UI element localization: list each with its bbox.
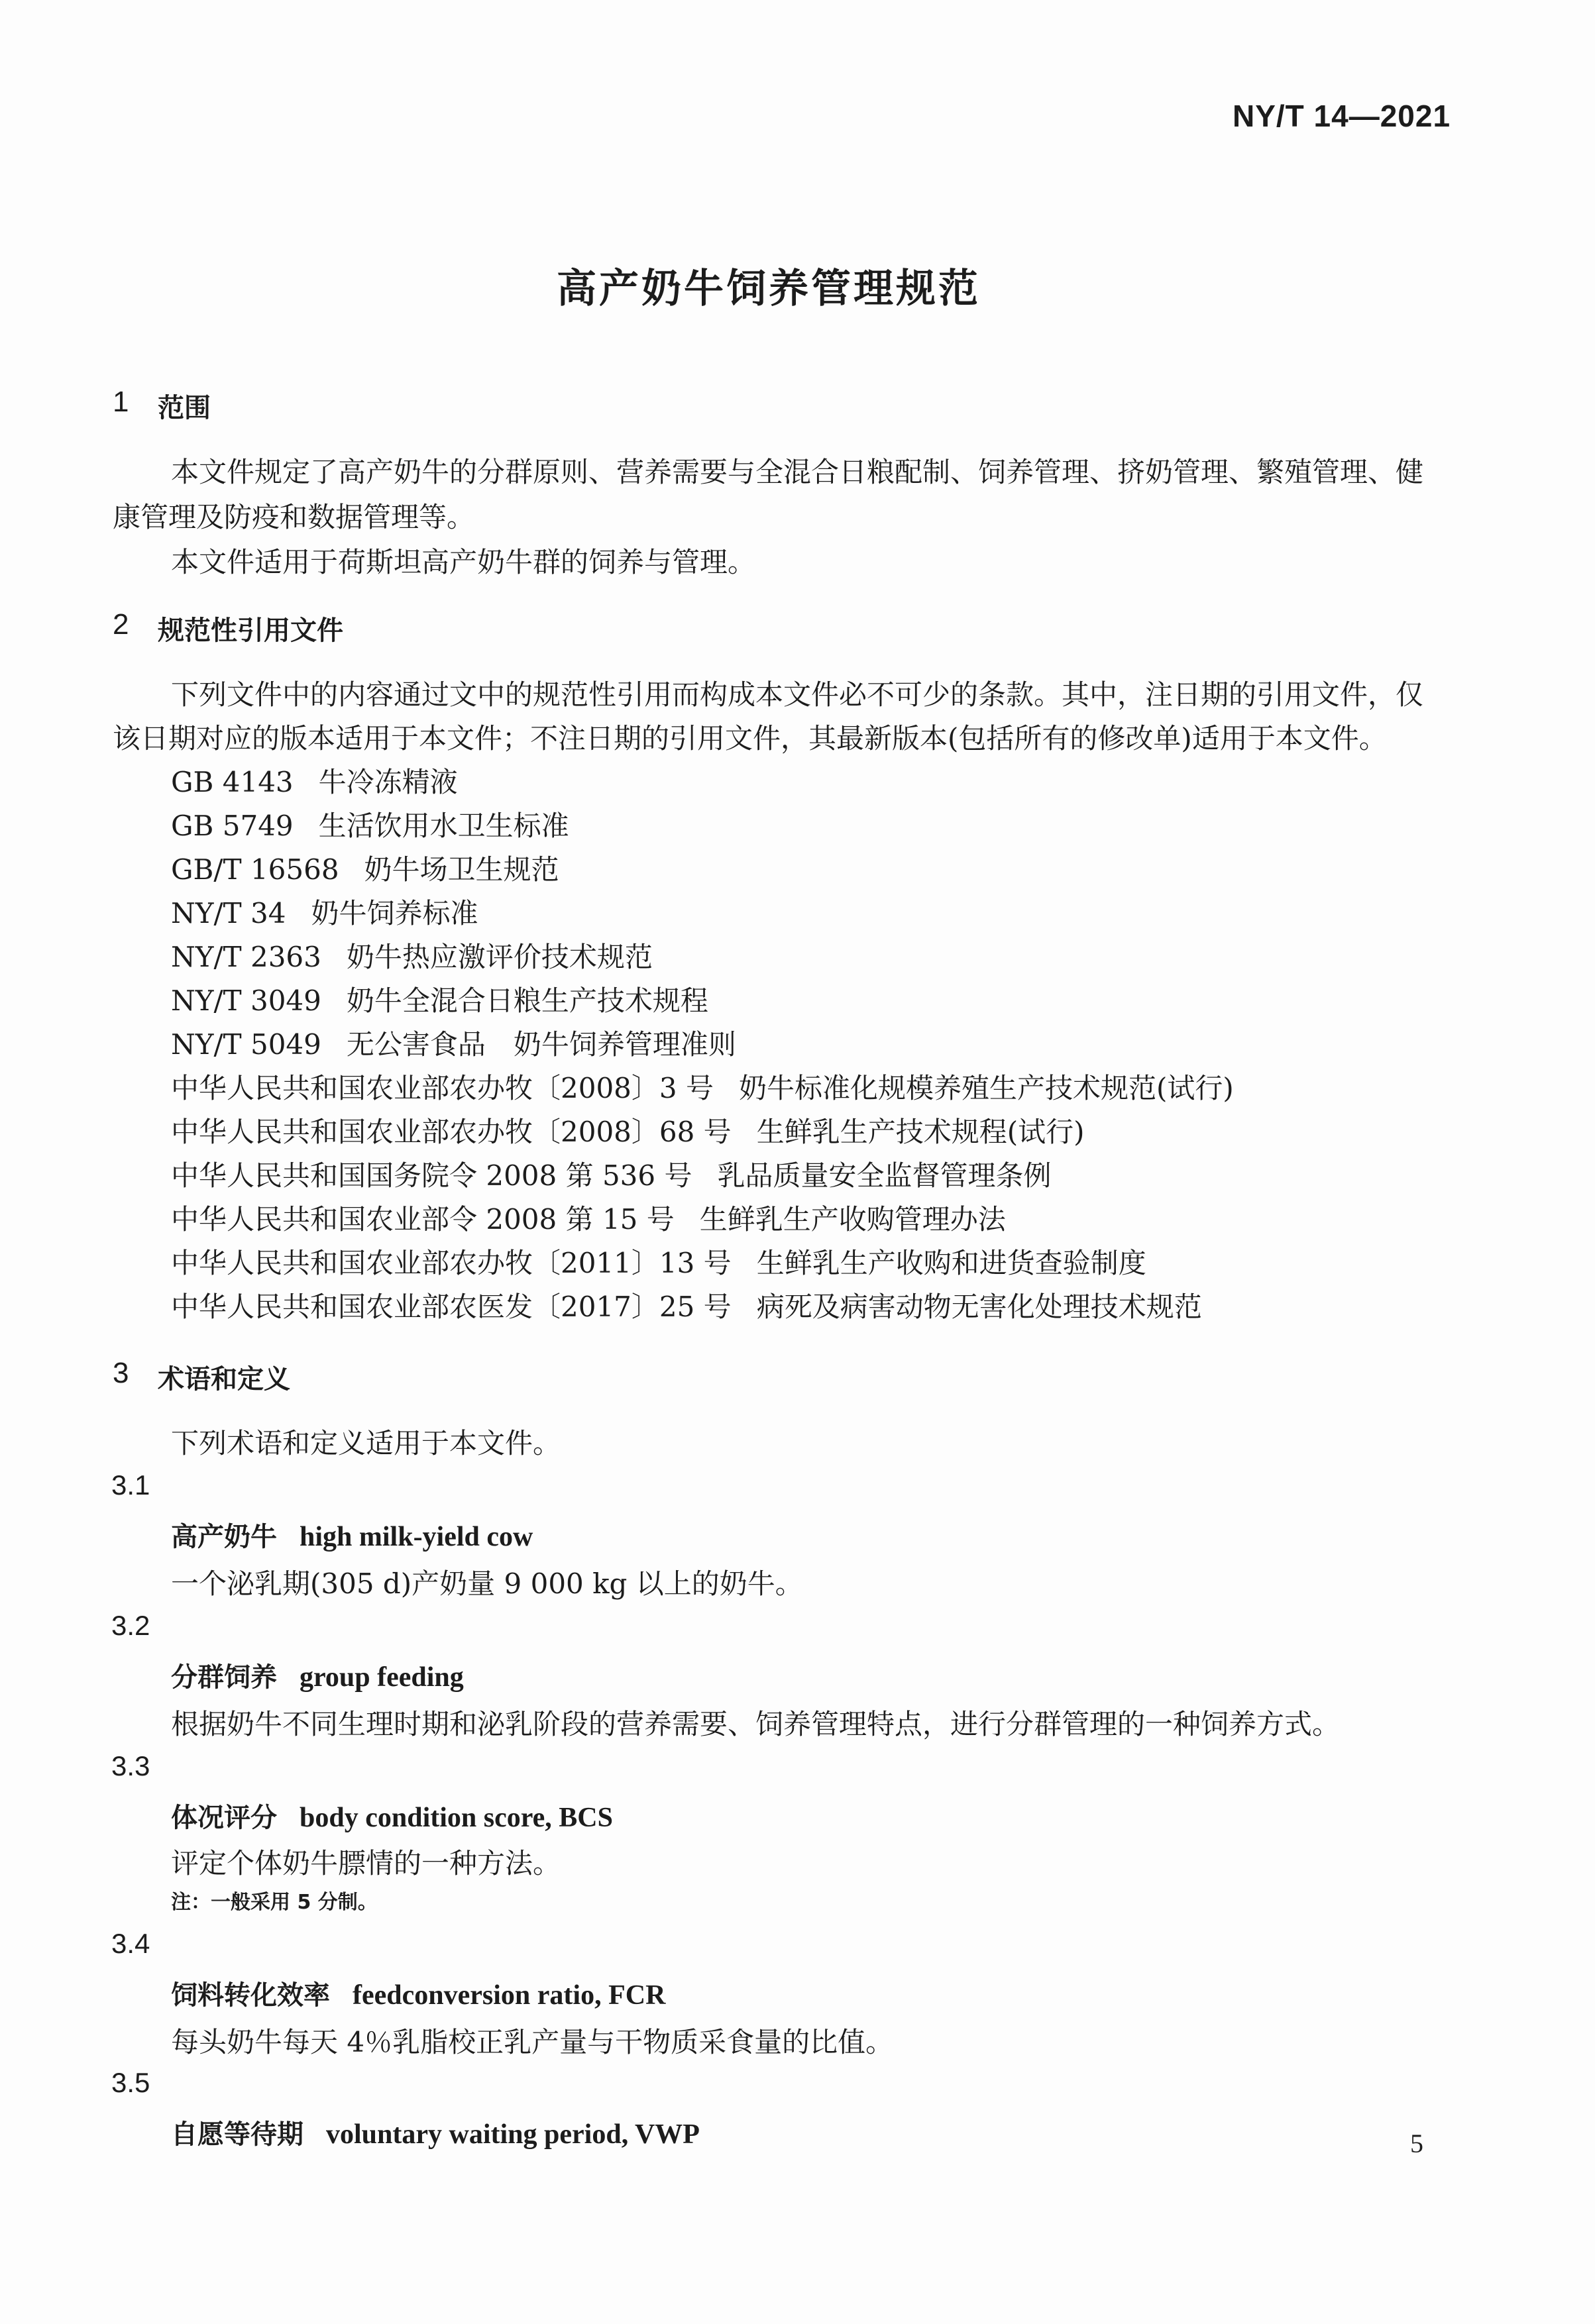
term-chinese: 饲料转化效率 <box>171 1980 330 2011</box>
section-3-title: 术语和定义 <box>158 1364 290 1395</box>
reference-title: 乳品质量安全监督管理条例 <box>717 1159 1052 1192</box>
term-chinese: 高产奶牛 <box>171 1522 277 1552</box>
term-number: 3.3 <box>111 1750 150 1781</box>
reference-item <box>171 935 653 975</box>
term-definition: 每头奶牛每天 4％乳脂校正乳产量与干物质采食量的比值。 <box>171 2026 894 2058</box>
reference-title: 生活饮用水卫生标准 <box>318 810 569 842</box>
reference-code: GB 4143 <box>171 766 294 798</box>
term-chinese: 分群饲养 <box>171 1662 277 1693</box>
section-1-paragraph-1b: 康管理及防疫和数据管理等。 <box>113 501 475 533</box>
term-note: 注：一般采用 5 分制。 <box>171 1891 378 1914</box>
reference-title: 无公害食品 奶牛饲养管理准则 <box>346 1028 736 1061</box>
term-english: voluntary waiting period, VWP <box>326 2119 700 2150</box>
term-english: body condition score, BCS <box>300 1803 613 1833</box>
reference-title: 奶牛标准化规模养殖生产技术规范(试行) <box>738 1072 1234 1104</box>
term-english: group feeding <box>300 1662 464 1693</box>
term-heading <box>171 1797 613 1834</box>
section-3-number: 3 <box>113 1357 129 1389</box>
term-number: 3.1 <box>111 1469 150 1501</box>
reference-item <box>171 1110 1084 1150</box>
term-english: high milk-yield cow <box>300 1522 533 1552</box>
reference-item <box>171 848 559 888</box>
reference-title: 奶牛饲养标准 <box>311 897 478 929</box>
term-number: 3.5 <box>111 2067 150 2098</box>
reference-title: 生鲜乳生产技术规程(试行) <box>756 1116 1085 1148</box>
term-definition: 根据奶牛不同生理时期和泌乳阶段的营养需要、饲养管理特点，进行分群管理的一种饲养方式。 <box>171 1708 1341 1740</box>
term-number: 3.4 <box>111 1928 150 1959</box>
reference-item <box>171 979 708 1019</box>
term-chinese: 体况评分 <box>171 1803 277 1833</box>
reference-item <box>171 1023 736 1063</box>
reference-item <box>171 892 478 931</box>
reference-code: 中华人民共和国农业部农办牧〔2011〕13 号 <box>171 1247 732 1279</box>
section-2-paragraph-1a: 下列文件中的内容通过文中的规范性引用而构成本文件必不可少的条款。其中，注日期的引用文件，仅 <box>171 678 1424 711</box>
reference-title: 牛冷冻精液 <box>318 766 458 798</box>
section-1-paragraph-1a: 本文件规定了高产奶牛的分群原则、营养需要与全混合日粮配制、饲养管理、挤奶管理、繁殖管理、健 <box>171 456 1424 488</box>
page-number: 5 <box>1410 2129 1423 2158</box>
reference-item <box>171 1198 1006 1238</box>
reference-title: 病死及病害动物无害化处理技术规范 <box>756 1291 1202 1323</box>
term-definition: 评定个体奶牛膘情的一种方法。 <box>171 1847 561 1879</box>
term-chinese: 自愿等待期 <box>171 2119 303 2150</box>
document-title: 高产奶牛饲养管理规范 <box>557 266 981 312</box>
term-heading <box>171 1656 464 1694</box>
reference-item <box>171 1067 1234 1106</box>
section-1-title: 范围 <box>158 393 211 423</box>
section-1-paragraph-2: 本文件适用于荷斯坦高产奶牛群的饲养与管理。 <box>171 546 756 578</box>
reference-code: GB/T 16568 <box>171 853 339 886</box>
section-1-number: 1 <box>113 386 129 418</box>
reference-code: GB 5749 <box>171 810 294 842</box>
reference-code: 中华人民共和国农业部农医发〔2017〕25 号 <box>171 1291 732 1323</box>
reference-title: 奶牛全混合日粮生产技术规程 <box>346 984 708 1017</box>
section-2-paragraph-1b: 该日期对应的版本适用于本文件；不注日期的引用文件，其最新版本(包括所有的修改单)适用于本文件。 <box>113 722 1387 755</box>
reference-item <box>171 1285 1202 1325</box>
reference-title: 生鲜乳生产收购管理办法 <box>699 1203 1006 1236</box>
term-heading <box>171 1974 665 2012</box>
reference-code: 中华人民共和国农业部令 2008 第 15 号 <box>171 1203 675 1236</box>
section-3-paragraph-1: 下列术语和定义适用于本文件。 <box>171 1427 561 1459</box>
reference-code: NY/T 2363 <box>171 941 321 973</box>
term-heading <box>171 1516 533 1554</box>
section-2-number: 2 <box>113 608 129 641</box>
reference-item <box>171 761 458 800</box>
reference-title: 奶牛热应激评价技术规范 <box>346 941 653 973</box>
reference-item <box>171 1154 1051 1194</box>
reference-title: 生鲜乳生产收购和进货查验制度 <box>756 1247 1146 1279</box>
reference-code: 中华人民共和国农业部农办牧〔2008〕68 号 <box>171 1116 732 1148</box>
term-definition: 一个泌乳期(305 d)产奶量 9 000 kg 以上的奶牛。 <box>171 1567 803 1600</box>
reference-code: 中华人民共和国国务院令 2008 第 536 号 <box>171 1159 692 1192</box>
reference-code: NY/T 3049 <box>171 984 321 1017</box>
standard-code: NY/T 14—2021 <box>1233 99 1451 133</box>
term-number: 3.2 <box>111 1610 150 1641</box>
reference-item <box>171 1241 1146 1281</box>
term-english: feedconversion ratio, FCR <box>353 1980 666 2011</box>
reference-item <box>171 804 569 844</box>
term-heading <box>171 2113 700 2151</box>
section-2-title: 规范性引用文件 <box>158 615 343 646</box>
reference-title: 奶牛场卫生规范 <box>364 853 559 886</box>
reference-code: NY/T 5049 <box>171 1028 321 1061</box>
reference-code: 中华人民共和国农业部农办牧〔2008〕3 号 <box>171 1072 714 1104</box>
reference-code: NY/T 34 <box>171 897 286 929</box>
